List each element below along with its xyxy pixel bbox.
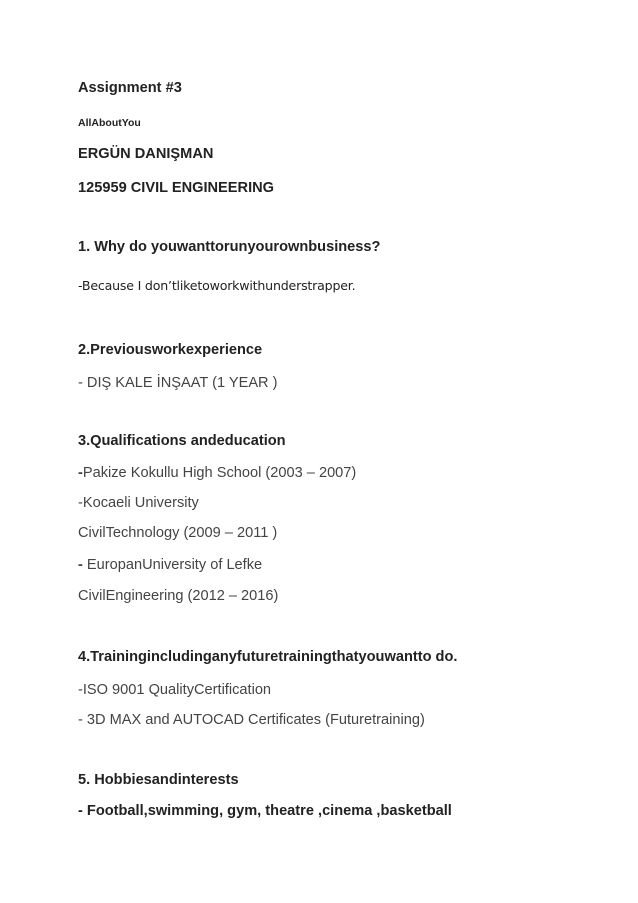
item-text: Pakize Kokullu High School (2003 – 2007) [82,465,357,481]
item-text: -Kocaeli University [78,495,199,511]
item-text: EuropanUniversity of Lefke [86,557,263,573]
section4-item: -ISO 9001 QualityCertification [78,682,272,698]
section1-heading: 1. Why do youwanttorunyourownbusiness? [78,239,381,255]
section3-item [78,556,262,574]
section3-item [78,587,278,605]
item-prefix: - [78,557,87,573]
item-text: CivilTechnology (2009 – 2011 ) [78,525,278,541]
assignment-title: Assignment #3 [78,80,182,96]
section2-item: - DIŞ KALE İNŞAAT (1 YEAR ) [78,375,278,391]
section5-answer: - Football,swimming, gym, theatre ,cinema ,basketball [78,803,452,819]
section3-heading: 3.Qualifications andeducation [78,433,286,449]
document-page [78,0,618,903]
item-text: CivilEngineering (2012 – 2016) [78,588,279,604]
section3-item [78,464,356,482]
student-id-department: 125959 CIVIL ENGINEERING [78,180,275,196]
student-name: ERGÜN DANIŞMAN [78,146,214,162]
item-prefix: - [78,465,83,481]
assignment-subtitle: AllAboutYou [78,117,141,129]
section3-item [78,524,277,542]
section4-item: - 3D MAX and AUTOCAD Certificates (Futuretraining) [78,712,425,728]
section4-heading: 4.Trainingincludinganyfuturetrainingthatyouwantto do. [78,649,458,665]
section3-item [78,494,199,512]
section1-answer: -Because I don’tliketoworkwithunderstrapper. [78,278,356,293]
section5-heading: 5. Hobbiesandinterests [78,772,239,788]
section2-heading: 2.Previousworkexperience [78,342,263,358]
